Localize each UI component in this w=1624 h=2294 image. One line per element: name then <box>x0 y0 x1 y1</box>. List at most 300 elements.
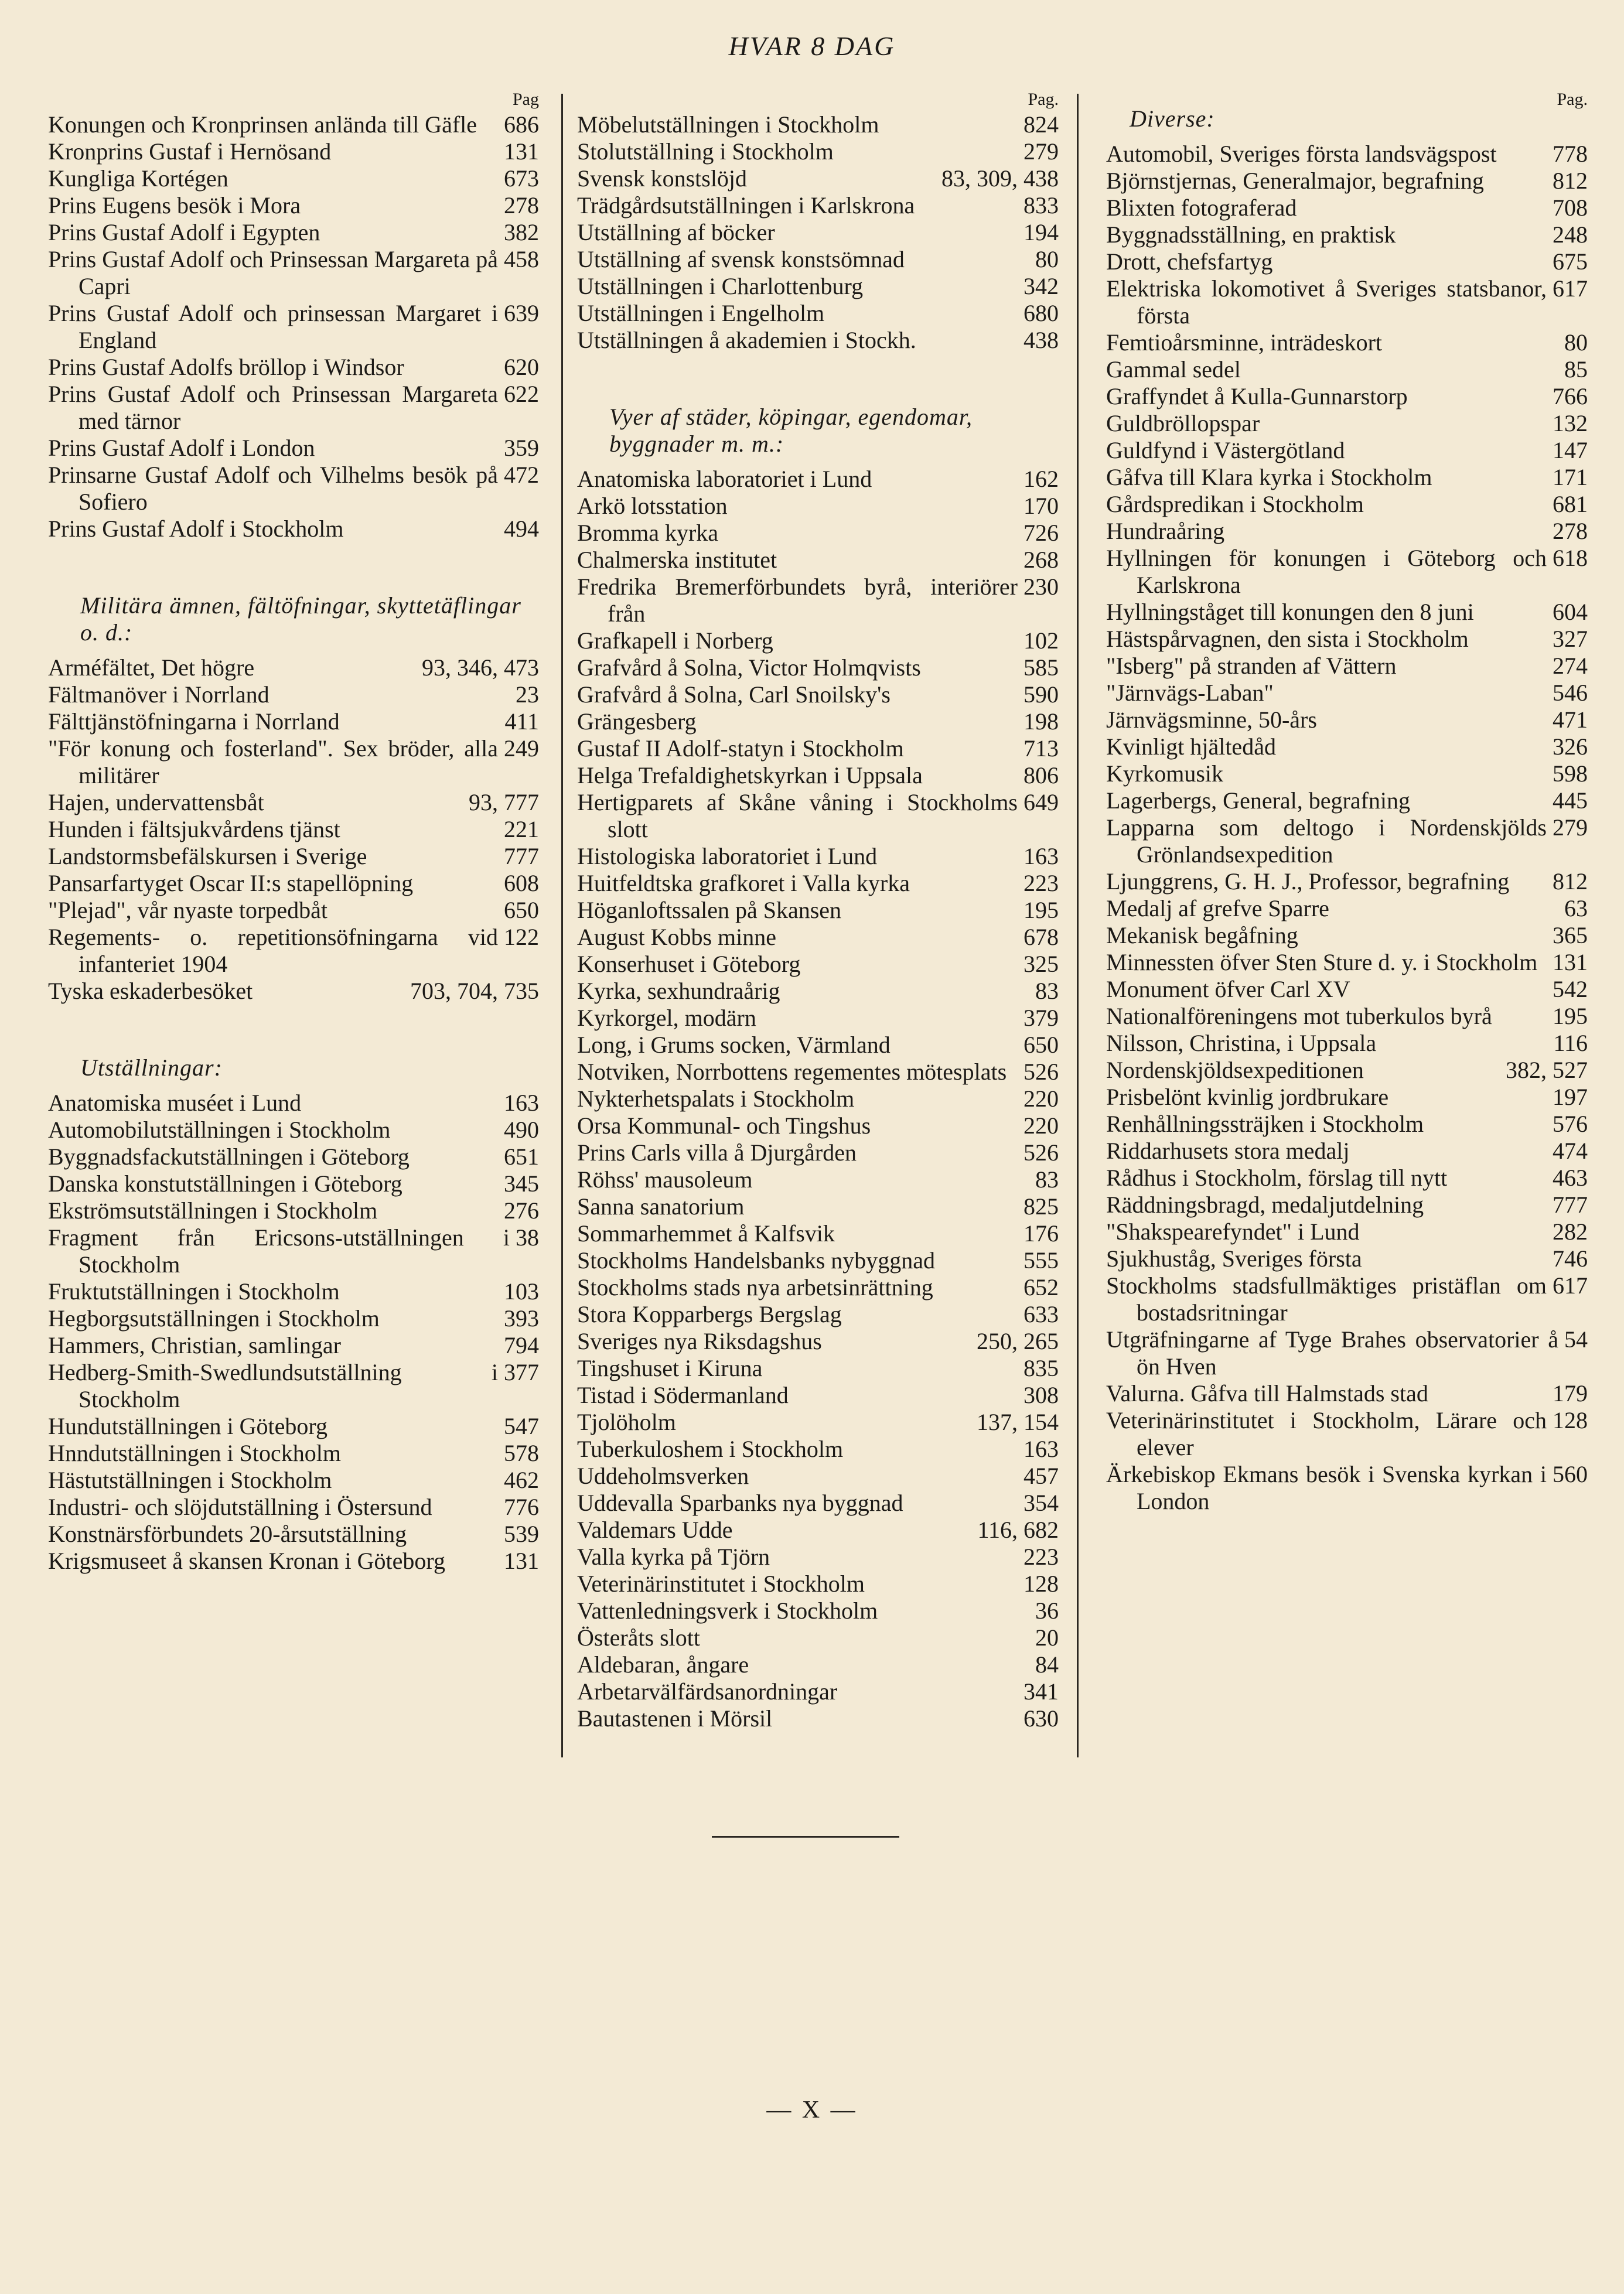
entry-title: "Shakspearefyndet" i Lund <box>1106 1218 1360 1245</box>
entry-pages: 83 <box>1035 1166 1059 1193</box>
index-entry <box>1106 491 1588 518</box>
entry-pages: 147 <box>1553 437 1588 463</box>
entry-title: Prins Gustaf Adolfs bröllop i Windsor <box>48 354 404 380</box>
index-entry <box>577 273 1059 300</box>
entry-title: Utställningen å akademien i Stockh. <box>577 327 916 353</box>
entry-pages: 38 <box>516 1224 539 1251</box>
index-entry <box>577 1274 1059 1301</box>
entry-pages: 20 <box>1035 1624 1059 1651</box>
entry-title: Elektriska lokomotivet å Sveriges statsbanor, första <box>1106 275 1547 329</box>
index-entry <box>577 1328 1059 1355</box>
entry-title: Utställning af böcker <box>577 219 775 245</box>
entry-pages: 223 <box>1023 1544 1059 1570</box>
index-entry <box>1106 626 1588 653</box>
entry-title: August Kobbs minne <box>577 924 776 950</box>
entry-pages: 279 <box>1553 814 1588 841</box>
entry-list <box>1106 141 1588 1515</box>
entry-title: Utställningen i Charlottenburg <box>577 273 864 299</box>
entry-pages: 85 <box>1564 356 1588 383</box>
entry-pages: 354 <box>1023 1490 1059 1516</box>
index-entry <box>577 1624 1059 1651</box>
index-entry <box>48 1332 539 1359</box>
entry-pages: 341 <box>1023 1678 1059 1705</box>
entry-pages: 327 <box>1553 626 1588 652</box>
index-entry <box>577 762 1059 789</box>
entry-pages: 438 <box>1023 327 1059 353</box>
index-entry <box>577 165 1059 192</box>
entry-pages: 598 <box>1553 760 1588 787</box>
index-entry <box>577 1463 1059 1490</box>
entry-title: Notviken, Norrbottens regementes mötesplats <box>577 1059 1007 1085</box>
entry-title: Hästspårvagnen, den sista i Stockholm <box>1106 626 1469 652</box>
entry-title: Hyllningståget till konungen den 8 juni <box>1106 599 1474 625</box>
index-entry <box>577 1382 1059 1409</box>
entry-title: Stolutställning i Stockholm <box>577 138 834 165</box>
index-entry <box>1106 1138 1588 1165</box>
entry-title: Grängesberg <box>577 708 697 735</box>
index-entry <box>1106 464 1588 491</box>
entry-pages: 63 <box>1564 895 1588 921</box>
entry-pages: 458 <box>504 246 539 272</box>
entry-title: Valla kyrka på Tjörn <box>577 1544 770 1570</box>
column-divider <box>561 94 563 1757</box>
index-entry <box>48 1494 539 1521</box>
entry-pages: 274 <box>1553 653 1588 679</box>
index-entry <box>48 654 539 681</box>
entry-title: Stockholms Handelsbanks nybyggnad <box>577 1247 936 1274</box>
entry-pages: 102 <box>1023 627 1059 654</box>
index-entry <box>1106 733 1588 760</box>
index-entry <box>48 735 539 789</box>
entry-title: Anatomiska muséet i Lund <box>48 1090 302 1116</box>
entry-title: Prisbelönt kvinlig jordbrukare <box>1106 1084 1389 1110</box>
entry-title: Aldebaran, ångare <box>577 1651 749 1678</box>
entry-title: Riddarhusets stora medalj <box>1106 1138 1350 1164</box>
entry-pages: 282 <box>1553 1218 1588 1245</box>
entry-title: Hundraåring <box>1106 518 1225 544</box>
index-entry <box>48 1548 539 1575</box>
index-entry <box>48 1117 539 1143</box>
entry-pages: 713 <box>1023 735 1059 762</box>
entry-title: Konstnärsförbundets 20-årsutställning <box>48 1521 407 1547</box>
index-entry <box>577 1166 1059 1193</box>
entry-title: "Järnvägs-Laban" <box>1106 680 1274 706</box>
entry-title: Prinsarne Gustaf Adolf och Vilhelms besök på Sofiero <box>48 462 498 515</box>
index-entry <box>1106 141 1588 168</box>
entry-pages: 794 <box>504 1332 539 1358</box>
index-entry <box>577 192 1059 219</box>
section-title: Vyer af städer, köpingar, egendomar, byggnader m. m.: <box>609 404 973 457</box>
end-rule <box>712 1836 899 1838</box>
index-entry <box>48 978 539 1005</box>
entry-title: Byggnadsfackutställningen i Göteborg <box>48 1143 410 1170</box>
index-entry <box>577 1085 1059 1112</box>
entry-title: Renhållningssträjken i Stockholm <box>1106 1111 1424 1137</box>
entry-title: Hundutställningen i Göteborg <box>48 1413 327 1439</box>
entry-title: Guldbröllopspar <box>1106 410 1260 436</box>
entry-title: Kungliga Kortégen <box>48 165 228 192</box>
entry-pages: 170 <box>1023 493 1059 519</box>
entry-pages: 411 <box>504 708 539 735</box>
entry-title: Prins Carls villa å Djurgården <box>577 1139 857 1166</box>
entry-list <box>48 111 539 542</box>
index-entry <box>48 219 539 246</box>
entry-title: Tingshuset i Kiruna <box>577 1355 763 1381</box>
entry-title: Veterinärinstitutet i Stockholm, Lärare och elever <box>1106 1407 1547 1460</box>
entry-pages: 652 <box>1023 1274 1059 1300</box>
index-entry <box>1106 383 1588 410</box>
entry-title: Helga Trefaldighetskyrkan i Uppsala <box>577 762 923 788</box>
entry-pages: 445 <box>1553 787 1588 814</box>
entry-pages: 560 <box>1553 1461 1588 1487</box>
entry-title: Gåfva till Klara kyrka i Stockholm <box>1106 464 1432 490</box>
index-entry <box>577 627 1059 654</box>
index-entry <box>48 1521 539 1548</box>
page-column-label: Pag <box>513 90 539 109</box>
entry-pages: 474 <box>1553 1138 1588 1164</box>
index-entry <box>48 924 539 978</box>
entry-title: Stora Kopparbergs Bergslag <box>577 1301 842 1327</box>
entry-title: Kronprins Gustaf i Hernösand <box>48 138 332 165</box>
index-entry <box>1106 599 1588 626</box>
index-entry <box>577 1032 1059 1059</box>
index-entry <box>577 843 1059 870</box>
index-entry <box>48 843 539 870</box>
index-entry <box>577 493 1059 520</box>
entry-pages: 36 <box>1035 1597 1059 1624</box>
page-column-label: Pag. <box>1028 90 1059 109</box>
entry-pages: 163 <box>1023 843 1059 869</box>
entry-title: Räddningsbragd, medaljutdelning <box>1106 1192 1424 1218</box>
index-entry <box>1106 545 1588 599</box>
index-entry <box>1106 1192 1588 1218</box>
entry-pages: 103 <box>504 1278 539 1305</box>
index-entry <box>577 1651 1059 1678</box>
entry-pages: 345 <box>504 1170 539 1197</box>
entry-pages: 379 <box>1023 1005 1059 1031</box>
entry-pages: 116, 682 <box>977 1517 1059 1543</box>
index-entry <box>577 708 1059 735</box>
entry-title: Medalj af grefve Sparre <box>1106 895 1329 921</box>
entry-title: Prins Gustaf Adolf i Stockholm <box>48 516 344 542</box>
running-header: HVAR 8 DAG <box>728 31 896 61</box>
entry-title: "Plejad", vår nyaste torpedbåt <box>48 897 327 923</box>
index-entry <box>577 1005 1059 1032</box>
index-entry <box>48 1197 539 1224</box>
entry-pages: 179 <box>1553 1380 1588 1407</box>
entry-title: Lapparna som deltogo i Nordenskjölds Grönlandsexpedition <box>1106 814 1547 868</box>
index-entry <box>1106 706 1588 733</box>
index-entry <box>48 1359 539 1413</box>
entry-pages: 806 <box>1023 762 1059 788</box>
entry-pages: 746 <box>1553 1245 1588 1272</box>
index-entry <box>577 1139 1059 1166</box>
index-entry <box>48 381 539 435</box>
entry-pages: 359 <box>504 435 539 461</box>
entry-title: Huitfeldtska grafkoret i Valla kyrka <box>577 870 910 896</box>
entry-pages: 824 <box>1023 111 1059 138</box>
entry-pages: 833 <box>1023 192 1059 219</box>
entry-pages: 198 <box>1023 708 1059 735</box>
entry-title: Trädgårdsutställningen i Karlskrona <box>577 192 915 219</box>
entry-pages: 576 <box>1553 1111 1588 1137</box>
index-entry <box>48 462 539 516</box>
entry-pages: 83 <box>1035 978 1059 1004</box>
entry-title: Möbelutställningen i Stockholm <box>577 111 879 138</box>
entry-title: Hegborgsutställningen i Stockholm <box>48 1305 380 1332</box>
entry-pages: 131 <box>504 138 539 165</box>
entry-title: Björnstjernas, Generalmajor, begrafning <box>1106 168 1484 194</box>
entry-pages: 249 <box>504 735 539 762</box>
index-entry <box>577 1571 1059 1597</box>
entry-title: Höganloftssalen på Skansen <box>577 897 842 923</box>
index-entry <box>1106 356 1588 383</box>
index-entry <box>577 520 1059 547</box>
entry-pages: 585 <box>1023 654 1059 681</box>
index-entry <box>1106 1407 1588 1461</box>
entry-pages: 649 <box>1023 789 1059 815</box>
entry-title: Automobilutställningen i Stockholm <box>48 1117 391 1143</box>
index-entry <box>1106 518 1588 545</box>
index-entry <box>48 111 539 138</box>
entry-title: Grafvård å Solna, Victor Holmqvists <box>577 654 921 681</box>
entry-pages: 675 <box>1553 248 1588 275</box>
entry-title: Hunden i fältsjukvårdens tjänst <box>48 816 340 842</box>
index-entry <box>48 681 539 708</box>
entry-pages: 650 <box>504 897 539 923</box>
entry-title: Fältmanöver i Norrland <box>48 681 269 708</box>
entry-title: Byggnadsställning, en praktisk <box>1106 221 1396 248</box>
entry-title: Stockholms stads nya arbetsinrättning <box>577 1274 933 1300</box>
entry-pages: 617 <box>1553 1272 1588 1299</box>
entry-title: Prins Gustaf Adolf och prinsessan Margaret i England <box>48 300 498 353</box>
index-entry <box>577 654 1059 681</box>
entry-title: Kyrka, sexhundraårig <box>577 978 780 1004</box>
index-entry <box>1106 329 1588 356</box>
entry-pages: 630 <box>1023 1705 1059 1732</box>
page-number: — X — <box>766 2097 858 2124</box>
entry-pages: 639 <box>504 300 539 326</box>
entry-title: Regements- o. repetitionsöfningarna vid infanteriet 1904 <box>48 924 498 977</box>
entry-pages: 776 <box>504 1494 539 1520</box>
index-entry <box>577 111 1059 138</box>
index-entry <box>1106 922 1588 949</box>
entry-pages: 128 <box>1553 1407 1588 1433</box>
entry-pages: 84 <box>1035 1651 1059 1678</box>
index-entry <box>577 246 1059 273</box>
index-entry <box>577 681 1059 708</box>
index-entry <box>48 789 539 816</box>
index-entry <box>48 1143 539 1170</box>
index-entry <box>577 1112 1059 1139</box>
index-entry <box>1106 814 1588 868</box>
index-entry <box>577 1678 1059 1705</box>
index-entry <box>1106 1003 1588 1030</box>
entry-title: Nykterhetspalats i Stockholm <box>577 1085 855 1112</box>
index-entry <box>48 1278 539 1305</box>
entry-title: Hertigparets af Skåne våning i Stockholms slott <box>577 789 1018 842</box>
index-entry <box>577 547 1059 574</box>
section-title: Militära ämnen, fältöfningar, skyttetäflingar o. d.: <box>80 592 521 646</box>
entry-title: Gårdspredikan i Stockholm <box>1106 491 1364 517</box>
index-entry <box>1106 248 1588 275</box>
entry-list <box>48 654 539 1005</box>
entry-title: Vattenledningsverk i Stockholm <box>577 1597 878 1624</box>
entry-title: Utgräfningarne af Tyge Brahes observatorier å ön Hven <box>1106 1326 1558 1380</box>
entry-title: Prins Eugens besök i Mora <box>48 192 301 219</box>
index-entry <box>577 1597 1059 1624</box>
index-entry <box>577 1193 1059 1220</box>
index-entry <box>48 300 539 354</box>
entry-pages: 220 <box>1023 1112 1059 1139</box>
entry-title: Valurna. Gåfva till Halmstads stad <box>1106 1380 1428 1407</box>
entry-list <box>577 466 1059 1732</box>
entry-title: Utställningen i Engelholm <box>577 300 825 326</box>
entry-pages: 622 <box>504 381 539 407</box>
entry-title: Gustaf II Adolf-statyn i Stockholm <box>577 735 904 762</box>
index-entry <box>48 708 539 735</box>
index-entry <box>577 1355 1059 1382</box>
index-entry <box>1106 437 1588 464</box>
entry-title: Konserhuset i Göteborg <box>577 951 801 977</box>
index-entry <box>577 466 1059 493</box>
entry-title: Nilsson, Christina, i Uppsala <box>1106 1030 1377 1056</box>
entry-title: Veterinärinstitutet i Stockholm <box>577 1571 865 1597</box>
index-entry <box>48 138 539 165</box>
entry-title: Krigsmuseet å skansen Kronan i Göteborg <box>48 1548 446 1574</box>
entry-title: Hästutställningen i Stockholm <box>48 1467 332 1493</box>
index-entry <box>1106 1057 1588 1084</box>
entry-pages: 462 <box>504 1467 539 1493</box>
index-entry <box>577 138 1059 165</box>
entry-title: Röhss' mausoleum <box>577 1166 753 1193</box>
entry-pages: 604 <box>1553 599 1588 625</box>
entry-title: Rådhus i Stockholm, förslag till nytt <box>1106 1165 1448 1191</box>
entry-title: Fruktutställningen i Stockholm <box>48 1278 340 1305</box>
entry-title: Tuberkuloshem i Stockholm <box>577 1436 844 1462</box>
index-entry <box>48 516 539 542</box>
entry-title: Sanna sanatorium <box>577 1193 745 1220</box>
entry-title: Arkö lotsstation <box>577 493 728 519</box>
index-column-2 <box>577 88 1059 1732</box>
entry-title: Hnndutställningen i Stockholm <box>48 1440 341 1466</box>
entry-title: Österåts slott <box>577 1624 700 1651</box>
index-entry <box>577 574 1059 627</box>
entry-title: Prins Gustaf Adolf i Egypten <box>48 219 320 245</box>
entry-title: Lagerbergs, General, begrafning <box>1106 787 1411 814</box>
entry-title: Monument öfver Carl XV <box>1106 976 1350 1002</box>
index-entry <box>1106 680 1588 706</box>
index-entry <box>577 1705 1059 1732</box>
index-entry <box>1106 1272 1588 1326</box>
index-entry <box>577 300 1059 327</box>
entry-title: Grafvård å Solna, Carl Snoilsky's <box>577 681 891 708</box>
entry-pages: 80 <box>1035 246 1059 272</box>
entry-pages: 555 <box>1023 1247 1059 1274</box>
entry-pages: 195 <box>1553 1003 1588 1029</box>
entry-title: Danska konstutställningen i Göteborg <box>48 1170 402 1197</box>
entry-title: Nationalföreningens mot tuberkulos byrå <box>1106 1003 1492 1029</box>
entry-pages: 778 <box>1553 141 1588 167</box>
entry-pages: 546 <box>1553 680 1588 706</box>
entry-title: Hedberg-Smith-Swedlundsutställning i Stockholm <box>48 1359 498 1412</box>
entry-title: Fredrika Bremerförbundets byrå, interiörer från <box>577 574 1018 627</box>
entry-title: Hajen, undervattensbåt <box>48 789 264 815</box>
index-entry <box>577 870 1059 897</box>
entry-title: Bromma kyrka <box>577 520 719 546</box>
entry-pages: 279 <box>1023 138 1059 165</box>
index-entry <box>48 165 539 192</box>
index-entry <box>48 1224 539 1278</box>
entry-title: Ljunggrens, G. H. J., Professor, begrafning <box>1106 868 1510 895</box>
entry-pages: 171 <box>1553 464 1588 490</box>
index-entry <box>1106 1030 1588 1057</box>
entry-pages: 116 <box>1553 1030 1588 1056</box>
entry-pages: 223 <box>1023 870 1059 896</box>
entry-title: Minnessten öfver Sten Sture d. y. i Stockholm <box>1106 949 1538 975</box>
entry-title: Drott, chefsfartyg <box>1106 248 1273 275</box>
entry-title: Bautastenen i Mörsil <box>577 1705 773 1732</box>
entry-pages: 93, 777 <box>469 789 539 815</box>
entry-title: Histologiska laboratoriet i Lund <box>577 843 878 869</box>
entry-pages: 777 <box>504 843 539 869</box>
entry-title: Prins Gustaf Adolf och Prinsessan Margareta på Capri <box>48 246 499 299</box>
entry-title: Automobil, Sveriges första landsvägspost <box>1106 141 1497 167</box>
entry-title: Utställning af svensk konstsömnad <box>577 246 905 272</box>
entry-title: Tjolöholm <box>577 1409 676 1435</box>
index-entry <box>1106 1326 1588 1380</box>
entry-title: Prins Gustaf Adolf i London <box>48 435 315 461</box>
entry-pages: 650 <box>1023 1032 1059 1058</box>
entry-title: Arbetarvälfärdsanordningar <box>577 1678 838 1705</box>
entry-pages: 278 <box>1553 518 1588 544</box>
index-entry <box>48 246 539 300</box>
index-entry <box>1106 895 1588 922</box>
index-entry <box>48 816 539 843</box>
entry-pages: 278 <box>504 192 539 219</box>
entry-pages: 377 <box>504 1359 539 1385</box>
entry-pages: 326 <box>1553 733 1588 760</box>
index-entry <box>48 1170 539 1197</box>
index-entry <box>1106 168 1588 194</box>
entry-title: Kyrkorgel, modärn <box>577 1005 756 1031</box>
entry-pages: 766 <box>1553 383 1588 409</box>
entry-pages: 825 <box>1023 1193 1059 1220</box>
index-entry <box>577 897 1059 924</box>
entry-title: Pansarfartyget Oscar II:s stapellöpning <box>48 870 414 896</box>
entry-pages: 678 <box>1023 924 1059 950</box>
entry-title: Gammal sedel <box>1106 356 1241 383</box>
entry-pages: 382 <box>504 219 539 245</box>
index-entry <box>48 897 539 924</box>
entry-title: Kvinligt hjältedåd <box>1106 733 1276 760</box>
entry-title: Mekanisk begåfning <box>1106 922 1298 948</box>
entry-list <box>577 111 1059 354</box>
entry-pages: 681 <box>1553 491 1588 517</box>
entry-pages: 490 <box>504 1117 539 1143</box>
entry-title: Orsa Kommunal- och Tingshus <box>577 1112 871 1139</box>
index-entry <box>577 924 1059 951</box>
entry-pages: 197 <box>1553 1084 1588 1110</box>
entry-pages: 195 <box>1023 897 1059 923</box>
entry-pages: 220 <box>1023 1085 1059 1112</box>
entry-title: Graffyndet å Kulla-Gunnarstorp <box>1106 383 1408 409</box>
index-entry <box>577 219 1059 246</box>
entry-pages: 163 <box>1023 1436 1059 1462</box>
index-entry <box>1106 976 1588 1003</box>
entry-pages: 221 <box>504 816 539 842</box>
entry-pages: 276 <box>504 1197 539 1224</box>
